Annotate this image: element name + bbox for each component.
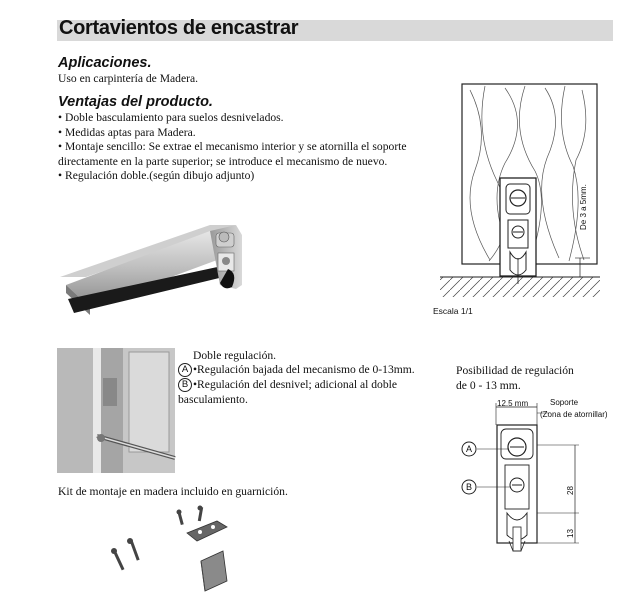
profile-drawing	[455, 395, 615, 565]
ventajas-item: • Medidas aptas para Madera.	[58, 125, 196, 139]
dim-28-label: 28	[566, 486, 575, 495]
kit-text: Kit de montaje en madera incluido en guarnición.	[58, 485, 288, 498]
cross-section-drawing	[430, 80, 620, 305]
mounting-photo	[57, 348, 175, 473]
product-image	[60, 215, 260, 327]
dimension-label: De 3 a 5mm.	[579, 184, 588, 230]
zona-label: (Zona de atornillar)	[540, 410, 608, 419]
regulacion-item-b	[178, 378, 440, 407]
marker-a: A	[178, 363, 192, 377]
ventajas-item: • Doble basculamiento para suelos desnivelados.	[58, 111, 284, 124]
dim-13-label: 13	[566, 529, 575, 538]
scale-label: Escala 1/1	[433, 306, 473, 316]
drawing-marker-a: A	[465, 444, 472, 454]
kit-parts-image	[105, 505, 245, 595]
ventajas-list	[58, 111, 418, 184]
regulacion-item-a	[178, 363, 415, 378]
regulacion-item-b-text: •Regulación del desnivel; adicional al doble basculamiento.	[178, 378, 397, 406]
aplicaciones-heading: Aplicaciones.	[58, 55, 152, 71]
posibilidad-line1: Posibilidad de regulación	[456, 364, 574, 377]
posibilidad-line2: de 0 - 13 mm.	[456, 379, 521, 392]
regulacion-heading: Doble regulación.	[193, 349, 277, 362]
width-label: 12.5 mm	[497, 399, 529, 408]
soporte-label: Soporte	[550, 398, 579, 407]
ventajas-heading: Ventajas del producto.	[58, 94, 213, 110]
ventajas-item: • Regulación doble.(según dibujo adjunto)	[58, 169, 255, 183]
ventajas-item: • Montaje sencillo: Se extrae el mecanismo interior y se atornilla el soporte directamente en la parte superior; se introduce el mecanismo de nuevo.	[58, 140, 407, 168]
marker-b: B	[178, 378, 192, 392]
aplicaciones-text: Uso en carpintería de Madera.	[58, 72, 199, 85]
regulacion-item-a-text: •Regulación bajada del mecanismo de 0-13mm.	[193, 363, 415, 376]
drawing-marker-b: B	[465, 482, 472, 492]
page-title: Cortavientos de encastrar	[59, 17, 299, 39]
